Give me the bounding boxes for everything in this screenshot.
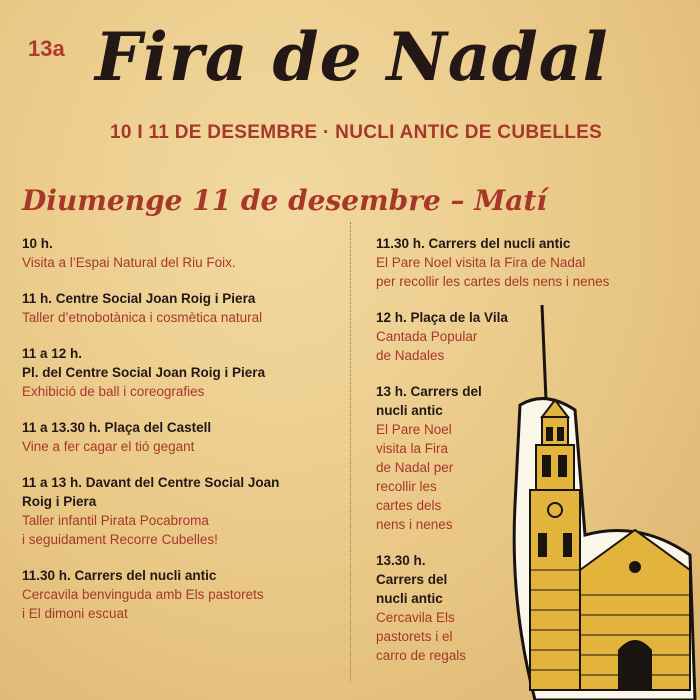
event-description xyxy=(22,253,342,272)
event-time-place xyxy=(22,473,342,511)
event-description-line: Vine a fer cagar el tió gegant xyxy=(22,439,195,454)
event-description xyxy=(376,253,696,291)
event-description-line: cartes dels xyxy=(376,498,442,513)
church-bell-tower-ornament-icon xyxy=(490,305,700,700)
schedule-left-column xyxy=(22,234,342,640)
left-schedule-item xyxy=(22,344,342,401)
event-description-line: carro de regals xyxy=(376,648,467,663)
event-description-line: El Pare Noel visita la Fira de Nadal xyxy=(376,255,586,270)
event-description xyxy=(22,511,342,549)
event-subtitle: 10 I 11 DE DESEMBRE · NUCLI ANTIC DE CUBELLES xyxy=(110,122,603,143)
event-time-place xyxy=(22,566,342,585)
event-description-line: de Nadales xyxy=(376,348,445,363)
event-heading-line: 11.30 h. Carrers del nucli antic xyxy=(22,568,217,583)
event-description xyxy=(22,585,342,623)
event-heading-line: 11 h. Centre Social Joan Roig i Piera xyxy=(22,291,256,306)
left-schedule-item xyxy=(22,234,342,272)
event-description-line: Taller infantil Pirata Pocabroma xyxy=(22,513,209,528)
event-description-line: Cantada Popular xyxy=(376,329,478,344)
event-description-line: visita la Fira xyxy=(376,441,449,456)
event-description-line: nens i nenes xyxy=(376,517,453,532)
event-time-place xyxy=(22,289,342,308)
event-description-line: per recollir les cartes dels nens i nenes xyxy=(376,274,610,289)
left-schedule-item xyxy=(22,418,342,456)
event-description-line: El Pare Noel xyxy=(376,422,452,437)
event-heading-line: 13 h. Carrers del xyxy=(376,384,482,399)
event-description-line: de Nadal per xyxy=(376,460,454,475)
event-time-place xyxy=(22,418,342,437)
event-description-line: pastorets i el xyxy=(376,629,453,644)
right-schedule-item xyxy=(376,234,696,291)
event-description xyxy=(22,382,342,401)
left-schedule-item xyxy=(22,566,342,623)
event-time-place xyxy=(22,344,342,382)
page-title: Fira de Nadal xyxy=(95,18,609,96)
event-description-line: i El dimoni escuat xyxy=(22,606,128,621)
event-heading-line: Pl. del Centre Social Joan Roig i Piera xyxy=(22,365,266,380)
event-heading-line: 11 a 12 h. xyxy=(22,346,83,361)
event-heading-line: Carrers del xyxy=(376,572,448,587)
event-description-line: Exhibició de ball i coreografies xyxy=(22,384,205,399)
event-heading-line: 11 a 13.30 h. Plaça del Castell xyxy=(22,420,212,435)
event-time-place xyxy=(376,234,696,253)
edition-number: 13a xyxy=(28,36,65,61)
event-description-line: recollir les xyxy=(376,479,437,494)
event-time-place xyxy=(22,234,342,253)
event-description-line: i seguidament Recorre Cubelles! xyxy=(22,532,218,547)
event-heading-line: Roig i Piera xyxy=(22,494,97,509)
column-divider xyxy=(350,222,351,682)
event-heading-line: 11.30 h. Carrers del nucli antic xyxy=(376,236,571,251)
event-heading-line: nucli antic xyxy=(376,591,443,606)
event-heading-line: 11 a 13 h. Davant del Centre Social Joan xyxy=(22,475,280,490)
event-description-line: Cercavila benvinguda amb Els pastorets xyxy=(22,587,264,602)
left-schedule-item xyxy=(22,289,342,327)
event-heading-line: 13.30 h. xyxy=(376,553,426,568)
event-description xyxy=(22,437,342,456)
event-heading-line: 12 h. Plaça de la Vila xyxy=(376,310,508,325)
section-title: Diumenge 11 de desembre – Matí xyxy=(22,184,548,217)
event-description-line: Taller d’etnobotànica i cosmètica natural xyxy=(22,310,263,325)
left-schedule-item xyxy=(22,473,342,549)
event-description xyxy=(22,308,342,327)
event-heading-line: 10 h. xyxy=(22,236,53,251)
event-heading-line: nucli antic xyxy=(376,403,443,418)
event-description-line: Cercavila Els xyxy=(376,610,455,625)
event-description-line: Visita a l’Espai Natural del Riu Foix. xyxy=(22,255,236,270)
